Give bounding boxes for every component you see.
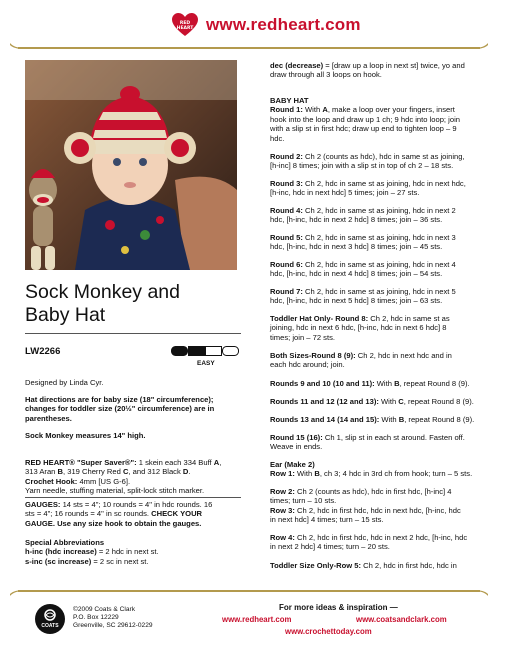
pattern-title: Sock Monkey and Baby Hat — [25, 281, 181, 326]
round-6: Round 6: Ch 2, hdc in same st as joining, hdc in next 4 hdc, [h-inc, hdc in next 4 hdc] 8 times; join – 54 sts. — [270, 260, 456, 279]
yarn-materials: RED HEART® "Super Saver®": 1 skein each 334 Buff A, 313 Aran B, 319 Cherry Red C, and 312 Black D. — [25, 458, 222, 477]
coats-knot-icon — [44, 609, 56, 621]
copyright-block: ©2009 Coats & Clark P.O. Box 12229 Greenville, SC 29612-0229 — [73, 606, 153, 630]
skill-bar — [223, 347, 239, 356]
coats-logo: COATS — [35, 604, 65, 634]
site-url[interactable]: www.redheart.com — [206, 15, 361, 34]
rounds-13-14: Rounds 13 and 14 (14 and 15): With B, repeat Round 8 (9). — [270, 415, 475, 424]
dec-abbreviation: dec (decrease) = [draw up a loop in next st] twice, yo and draw through all 3 loops on hook. — [270, 61, 465, 80]
skill-bar — [206, 347, 222, 356]
page-header — [0, 0, 510, 52]
gauge-info: GAUGES: 14 sts = 4"; 10 rounds = 4" in hdc rounds. 16 sts = 4"; 16 rounds = 4" in sc rounds. CHECK YOUR GAUGE. Use any size hook to obtain the gauges. — [25, 500, 213, 528]
baby-hat-section: BABY HAT Round 1: With A, make a loop over your fingers, insert hook into the loop and draw up 1 ch; 9 hdc into loop; join with a slip st in first hdc; draw up end to tighten loop – 9 hdc. — [270, 96, 460, 143]
rounds-9-10: Rounds 9 and 10 (10 and 11): With B, repeat Round 8 (9). — [270, 379, 470, 388]
round-3: Round 3: Ch 2, hdc in same st as joining, hdc in next hdc, [h-inc, hdc in next hdc] 5 times; join – 27 sts. — [270, 179, 466, 198]
finished-measurement: Sock Monkey measures 14" high. — [25, 431, 146, 440]
skill-label: EASY — [197, 360, 215, 367]
round-4: Round 4: Ch 2, hdc in same st as joining, hdc in next 2 hdc, [h-inc, hdc in next 2 hdc] 8 times; join – 36 sts. — [270, 206, 456, 225]
skill-bar — [189, 347, 205, 356]
round-7: Round 7: Ch 2, hdc in same st as joining, hdc in next 5 hdc, [h-inc, hdc in next 5 hdc] 8 times; join – 63 sts. — [270, 287, 456, 306]
special-abbreviations: Special Abbreviations h-inc (hdc increase) = 2 hdc in next st. s-inc (sc increase) = 2 sc in next st. — [25, 538, 159, 566]
link-crochettoday[interactable]: www.crochettoday.com — [285, 627, 372, 636]
ear-row-2-3: Row 2: Ch 2 (counts as hdc), hdc in first hdc, [h-inc] 4 times; turn – 10 sts. Row 3: Ch 2, hdc in first hdc, hdc in next hdc, [h-inc, hdc in next hdc] 4 times; turn – 15 sts. — [270, 487, 461, 525]
footer-divider — [10, 590, 488, 597]
ear-section: Ear (Make 2) Row 1: With B, ch 3; 4 hdc in 3rd ch from hook; turn – 5 sts. — [270, 460, 473, 479]
more-ideas-heading: For more ideas & inspiration — — [279, 603, 398, 612]
skill-level-meter — [171, 346, 239, 356]
size-notes: Hat directions are for baby size (18" circumference); changes for toddler size (20½" circumference) are in parentheses. — [25, 395, 215, 423]
link-redheart[interactable]: www.redheart.com — [222, 615, 292, 624]
red-heart-logo: RED HEART — [172, 13, 198, 37]
round-5: Round 5: Ch 2, hdc in same st as joining, hdc in next 3 hdc, [h-inc, hdc in next 3 hdc] 8 times; join – 45 sts. — [270, 233, 456, 252]
round-2: Round 2: Ch 2 (counts as hdc), hdc in same st as joining, [h-inc] 8 times; join with a slip st in top of ch 2 – 18 sts. — [270, 152, 465, 171]
divider — [25, 333, 241, 334]
link-coatsandclark[interactable]: www.coatsandclark.com — [356, 615, 447, 624]
rounds-11-12: Rounds 11 and 12 (12 and 13): With C, repeat Round 8 (9). — [270, 397, 474, 406]
skill-level — [171, 346, 241, 372]
toddler-row-5: Toddler Size Only-Row 5: Ch 2, hdc in first hdc, hdc in — [270, 561, 457, 570]
skill-bar — [172, 347, 188, 356]
pattern-photo — [25, 60, 237, 270]
ear-row-4: Row 4: Ch 2, hdc in first hdc, hdc in next 2 hdc, [h-inc, hdc in next 2 hdc] 4 times; turn – 20 sts. — [270, 533, 468, 552]
header-divider — [10, 42, 488, 49]
pattern-code: LW2266 — [25, 346, 61, 357]
both-sizes-round-8: Both Sizes-Round 8 (9): Ch 2, hdc in next hdc and in each hdc around; join. — [270, 351, 452, 370]
round-15: Round 15 (16): Ch 1, slip st in each st around. Fasten off. Weave in ends. — [270, 433, 465, 452]
designer-credit: Designed by Linda Cyr. — [25, 378, 104, 387]
toddler-round-8: Toddler Hat Only- Round 8: Ch 2, hdc in same st as joining, hdc in next 6 hdc, [h-inc, hdc in next 6 hdc] 8 times; join – 72 sts. — [270, 314, 450, 342]
hook-and-notions: Crochet Hook: 4mm [US G-6]. Yarn needle, stuffing material, split-lock stitch marker. — [25, 477, 205, 496]
divider — [25, 497, 241, 498]
